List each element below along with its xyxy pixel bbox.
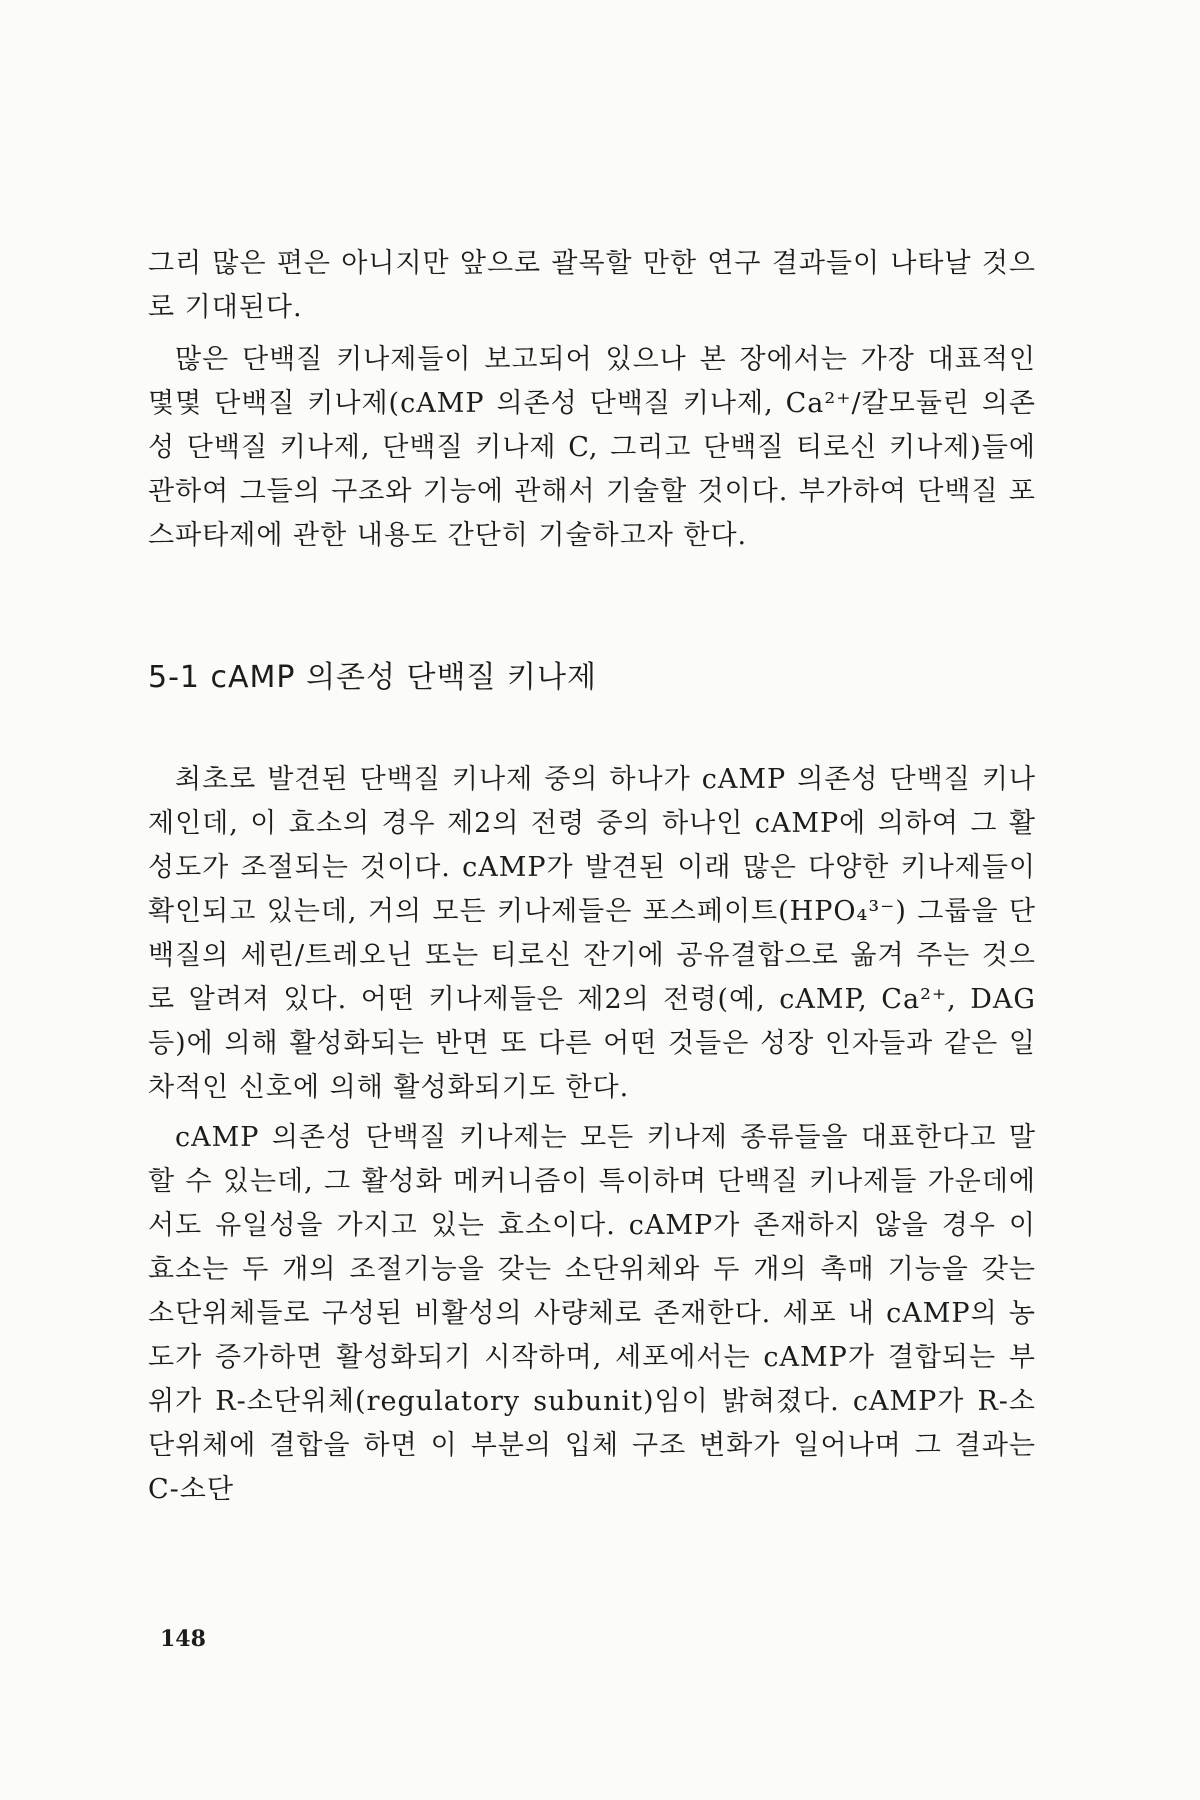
intro-paragraph-1: 그리 많은 편은 아니지만 앞으로 괄목할 만한 연구 결과들이 나타날 것으로 기대된다. — [148, 248, 1036, 323]
intro-paragraph-2: 많은 단백질 키나제들이 보고되어 있으나 본 장에서는 가장 대표적인 몇몇 단백질 키나제(cAMP 의존성 단백질 키나제, Ca²⁺/칼모듈린 의존성 단백질 키나제, 단백질 키나제 C, 그리고 단백질 티로신 키나제)들에 관하여 그들의 구조와 기능에 관해서 기술할 것이다. 부가하여 단백질 포스파타제에 관한 내용도 간단히 기술하고자 한다. — [148, 344, 1036, 551]
page-body — [148, 242, 1036, 1512]
page-number: 148 — [160, 1626, 206, 1652]
section-paragraph-2: cAMP 의존성 단백질 키나제는 모든 키나제 종류들을 대표한다고 말할 수 있는데, 그 활성화 메커니즘이 특이하며 단백질 키나제들 가운데에서도 유일성을 가지고 있는 효소이다. cAMP가 존재하지 않을 경우 이 효소는 두 개의 조절기능을 갖는 소단위체와 두 개의 촉매 기능을 갖는 소단위체들로 구성된 비활성의 사량체로 존재한다. 세포 내 cAMP의 농도가 증가하면 활성화되기 시작하며, 세포에서는 cAMP가 결합되는 부위가 R-소단위체(regulatory subunit)임이 밝혀졌다. cAMP가 R-소단위체에 결합을 하면 이 부분의 입체 구조 변화가 일어나며 그 결과는 C-소단 — [148, 1122, 1036, 1505]
section-paragraph-1: 최초로 발견된 단백질 키나제 중의 하나가 cAMP 의존성 단백질 키나제인데, 이 효소의 경우 제2의 전령 중의 하나인 cAMP에 의하여 그 활성도가 조절되는 것이다. cAMP가 발견된 이래 많은 다양한 키나제들이 확인되고 있는데, 거의 모든 키나제들은 포스페이트(HPO₄³⁻) 그룹을 단백질의 세린/트레오닌 또는 티로신 잔기에 공유결합으로 옮겨 주는 것으로 알려져 있다. 어떤 키나제들은 제2의 전령(예, cAMP, Ca²⁺, DAG 등)에 의해 활성화되는 반면 또 다른 어떤 것들은 성장 인자들과 같은 일차적인 신호에 의해 활성화되기도 한다. — [148, 764, 1036, 1103]
section-heading: 5-1 cAMP 의존성 단백질 키나제 — [148, 660, 597, 695]
